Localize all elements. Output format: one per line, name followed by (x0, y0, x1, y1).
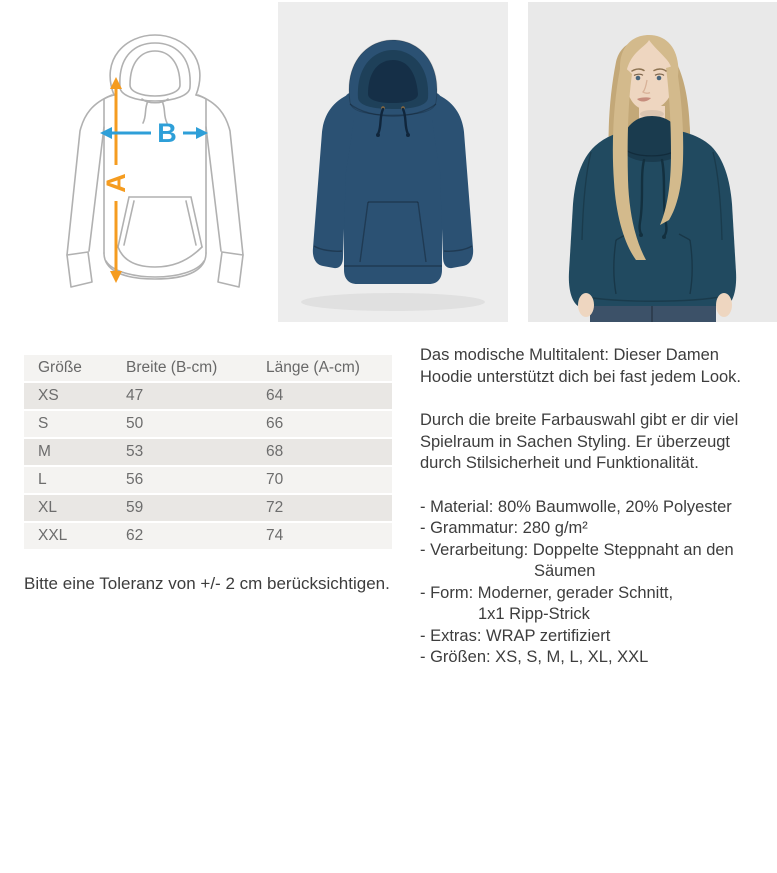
width-cell: 53 (126, 443, 144, 460)
size-cell: XL (38, 499, 57, 516)
width-cell: 59 (126, 499, 144, 516)
spec-verarbeitung-cont: Säumen (534, 562, 596, 580)
length-cell: 72 (266, 499, 284, 516)
table-row (24, 439, 392, 465)
size-cell: M (38, 443, 51, 460)
width-cell: 47 (126, 387, 144, 404)
column-header-width: Breite (B-cm) (126, 359, 218, 376)
description-line: Durch die breite Farbauswahl gibt er dir viel (420, 411, 739, 429)
length-cell: 74 (266, 527, 284, 544)
size-cell: S (38, 415, 49, 432)
length-cell: 64 (266, 387, 284, 404)
spec-material: - Material: 80% Baumwolle, 20% Polyester (420, 497, 732, 516)
width-label-b: B (157, 118, 177, 148)
size-chart-body (24, 383, 392, 549)
description-line: durch Stilsicherheit und Funktionalität. (420, 454, 699, 472)
product-photo-front (278, 2, 508, 322)
spec-groessen: - Größen: XS, S, M, L, XL, XXL (420, 648, 649, 666)
length-label-a: A (101, 173, 131, 193)
table-row (24, 523, 392, 549)
hoodie-outline-drawing (40, 15, 270, 315)
length-cell: 66 (266, 415, 284, 432)
product-photo-model (528, 2, 777, 322)
paragraph-gap (420, 475, 776, 497)
column-header-size: Größe (38, 359, 82, 376)
width-cell: 50 (126, 415, 144, 432)
description-line: Spielraum in Sachen Styling. Er überzeugt (420, 432, 731, 451)
length-cell: 70 (266, 471, 284, 488)
length-arrow-a (101, 77, 131, 283)
spec-grammatur: - Grammatur: 280 g/m² (420, 519, 588, 537)
spec-form: - Form: Moderner, gerader Schnitt, (420, 583, 674, 602)
size-cell: L (38, 471, 47, 488)
spec-form-cont: 1x1 Ripp-Strick (478, 605, 590, 623)
description-line: Hoodie unterstützt dich bei fast jedem Look. (420, 367, 742, 386)
size-cell: XXL (38, 527, 68, 544)
description-line: Das modische Multitalent: Dieser Damen (420, 346, 719, 364)
model-wearing-hoodie-illustration (528, 2, 777, 322)
size-chart-table (24, 355, 392, 551)
spec-extras: - Extras: WRAP zertifiziert (420, 626, 611, 645)
size-cell: XS (38, 387, 59, 404)
length-cell: 68 (266, 443, 284, 460)
paragraph-gap (420, 388, 776, 410)
hoodie-front-illustration (278, 2, 508, 322)
table-row (24, 383, 392, 409)
product-description (420, 345, 776, 669)
size-measure-diagram (40, 15, 270, 315)
column-header-length: Länge (A-cm) (266, 359, 360, 376)
hoodie-line-art (67, 35, 243, 287)
table-row (24, 495, 392, 521)
width-cell: 56 (126, 471, 144, 488)
table-row (24, 411, 392, 437)
width-cell: 62 (126, 527, 144, 544)
spec-verarbeitung: - Verarbeitung: Doppelte Steppnaht an den (420, 540, 734, 559)
table-row (24, 467, 392, 493)
size-chart-header-row (24, 355, 392, 381)
tolerance-note: Bitte eine Toleranz von +/- 2 cm berücksichtigen. (24, 574, 390, 593)
